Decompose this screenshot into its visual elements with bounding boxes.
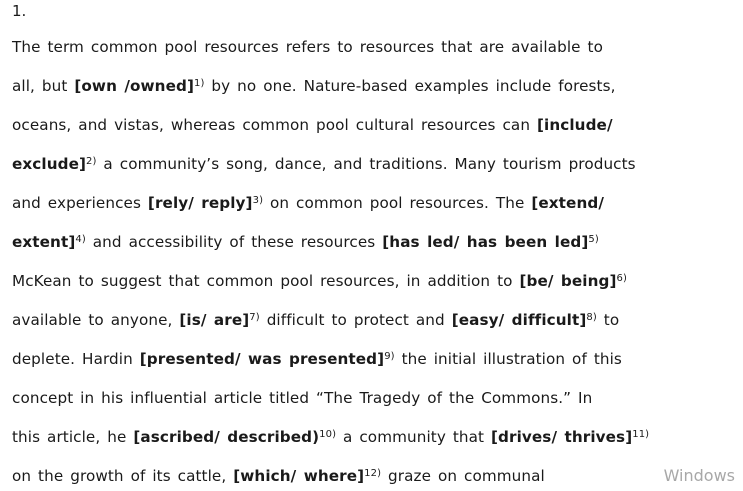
answer-choice: [which/ where] (233, 467, 365, 485)
blank-number: 3) (252, 195, 264, 206)
answer-choice: [rely/ reply] (147, 194, 253, 212)
passage-text: concept in his influential article titled “The Tragedy of the Commons.” In (12, 389, 593, 407)
passage-text: and experiences (12, 194, 148, 212)
answer-choice: [ascribed/ described) (133, 428, 320, 446)
passage-line (12, 347, 622, 371)
blank-number: 4) (75, 234, 86, 245)
blank-number: 2) (86, 156, 97, 167)
passage-text: oceans, and vistas, whereas common pool cultural resources can (12, 116, 537, 134)
passage-line (12, 425, 649, 449)
blank-number: 5) (588, 234, 599, 245)
passage-line (12, 152, 636, 176)
blank-number: 6) (616, 273, 627, 284)
blank-number: 7) (249, 312, 260, 323)
passage-text: graze on communal (381, 467, 545, 485)
passage-text: a community that (336, 428, 491, 446)
blank-number: 12) (364, 468, 382, 479)
blank-number: 10) (319, 429, 337, 440)
question-number: 1. (12, 2, 27, 20)
answer-choice: [extend/ (531, 194, 604, 212)
answer-choice: extent] (12, 233, 76, 251)
blank-number: 8) (586, 312, 597, 323)
answer-choice: [own /owned] (74, 77, 195, 95)
answer-choice: exclude] (12, 155, 87, 173)
passage-line (12, 35, 603, 59)
passage-text: The term common pool resources refers to resources that are available to (12, 38, 603, 56)
passage-line (12, 191, 604, 215)
passage-text: and accessibility of these resources (85, 233, 383, 251)
passage-line (12, 230, 599, 254)
answer-choice: [be/ being] (519, 272, 617, 290)
answer-choice: [include/ (537, 116, 613, 134)
windows-activation-watermark: Windows (663, 466, 735, 485)
passage-text: on the growth of its cattle, (12, 467, 234, 485)
answer-choice: [easy/ difficult] (451, 311, 587, 329)
passage-text: this article, he (12, 428, 134, 446)
passage-text: available to anyone, (12, 311, 180, 329)
passage-line (12, 464, 545, 488)
blank-number: 9) (384, 351, 395, 362)
answer-choice: [presented/ was presented] (139, 350, 385, 368)
passage-line (12, 269, 627, 293)
answer-choice: [is/ are] (179, 311, 250, 329)
passage-text: a community’s song, dance, and traditions. Many tourism products (96, 155, 636, 173)
blank-number: 1) (194, 78, 205, 89)
answer-choice: [drives/ thrives] (491, 428, 633, 446)
blank-number: 11) (632, 429, 650, 440)
passage-text: the initial illustration of this (394, 350, 622, 368)
passage-line (12, 74, 616, 98)
passage-text: difficult to protect and (259, 311, 452, 329)
passage-line (12, 308, 619, 332)
passage-text: to (596, 311, 620, 329)
passage-line (12, 386, 592, 410)
passage-text: deplete. Hardin (12, 350, 140, 368)
passage-text: by no one. Nature-based examples include forests, (204, 77, 616, 95)
passage-text: on common pool resources. The (263, 194, 532, 212)
passage-text: all, but (12, 77, 75, 95)
passage-text: McKean to suggest that common pool resources, in addition to (12, 272, 520, 290)
passage-line (12, 113, 613, 137)
answer-choice: [has led/ has been led] (382, 233, 589, 251)
